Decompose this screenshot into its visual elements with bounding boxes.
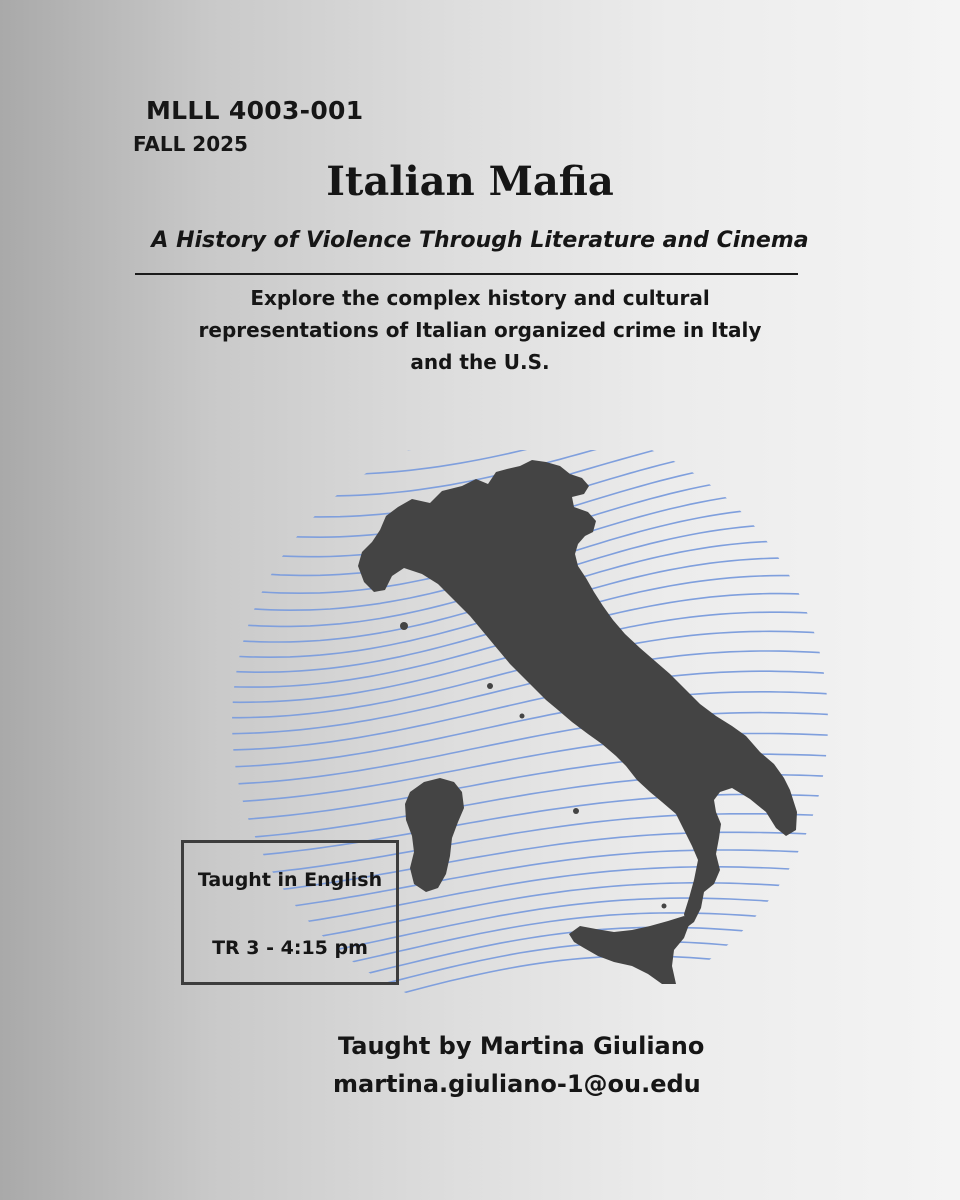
course-description: Explore the complex history and cultural representations of Italian organized crime in Italy and the U.S.	[198, 286, 762, 374]
language-label: Taught in English	[197, 869, 383, 891]
course-code: MLLL 4003-001	[146, 96, 364, 125]
subtitle: A History of Violence Through Literature and Cinema	[151, 228, 809, 253]
title-divider	[135, 273, 798, 275]
term: FALL 2025	[133, 132, 248, 156]
schedule-label: TR 3 - 4:15 pm	[212, 937, 368, 959]
wave-line	[220, 450, 840, 453]
instructor-name: Taught by Martina Giuliano	[338, 1032, 705, 1060]
page-title: Italian Mafia	[326, 158, 614, 205]
course-info-box	[181, 840, 399, 985]
instructor-email[interactable]: martina.giuliano-1@ou.edu	[333, 1070, 701, 1098]
italy-silhouette	[358, 460, 797, 984]
